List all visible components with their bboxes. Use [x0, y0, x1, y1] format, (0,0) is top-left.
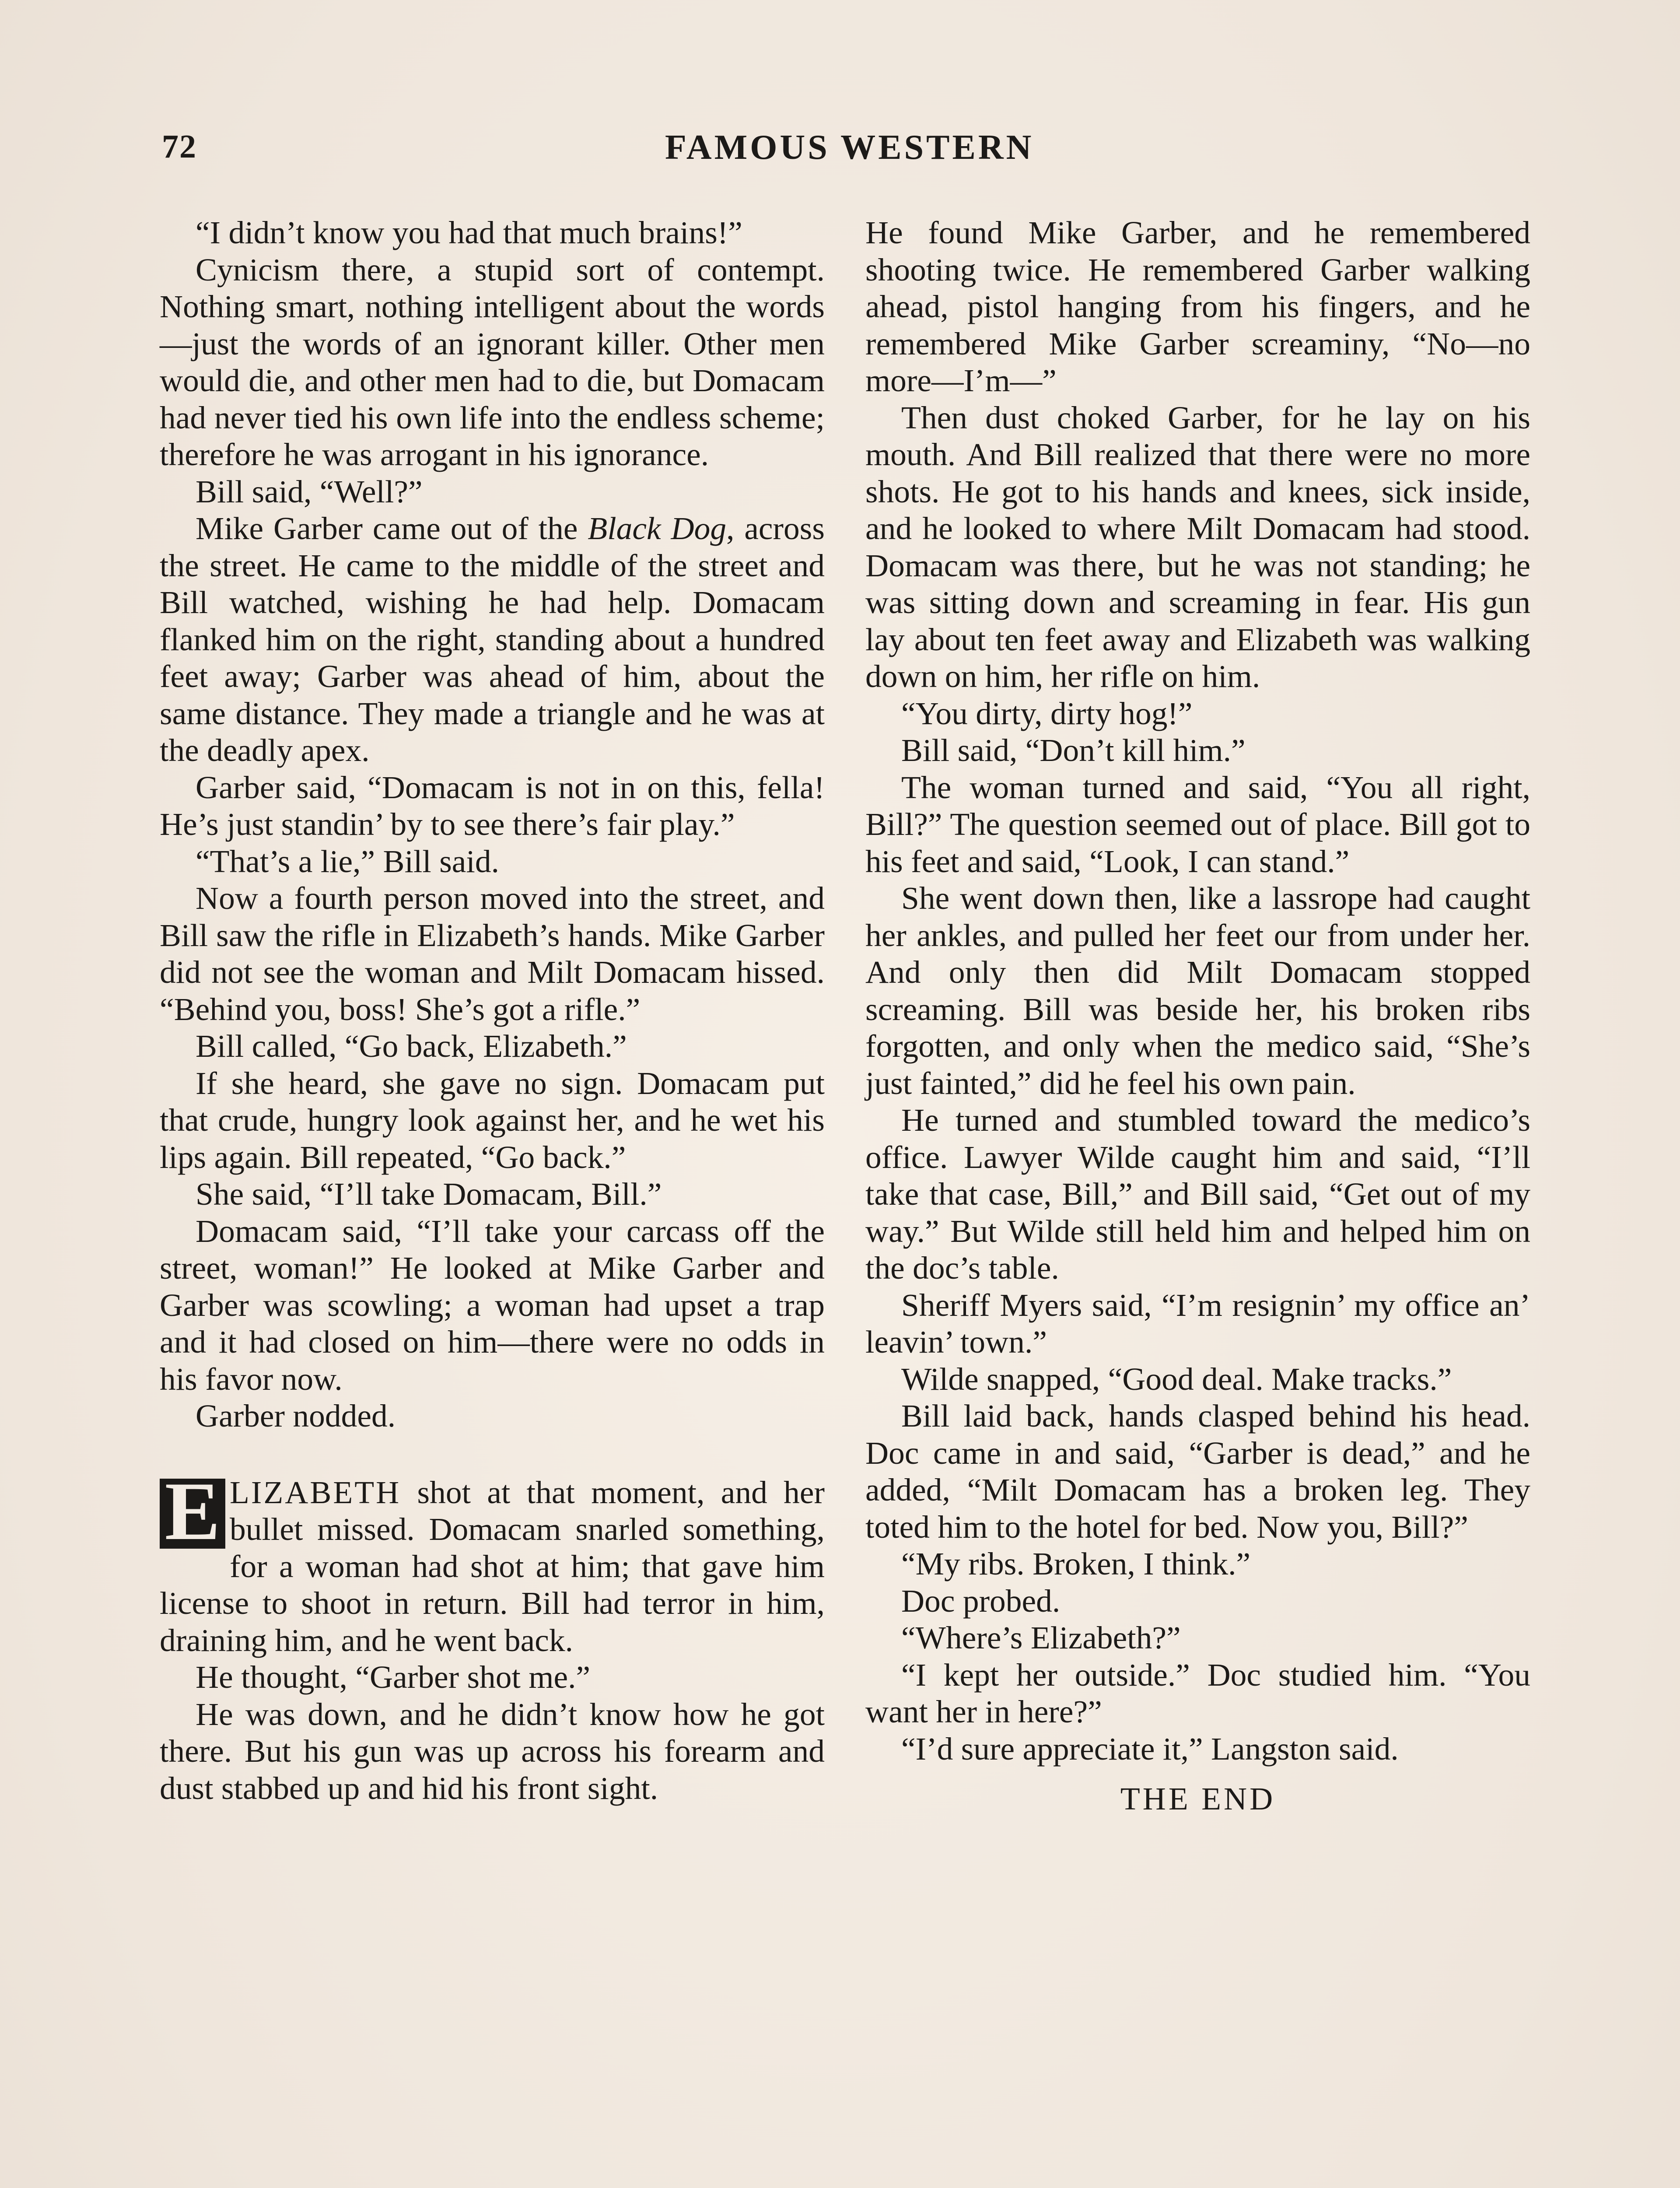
paragraph: Then dust choked Garber, for he lay on his mouth. And Bill realized that there were no more shots. He got to his hands and knees, sick inside, and he looked to where Milt Domacam had stood. Domacam was there, but he was not standing; he was sitting down and screaming in fear. His gun lay about ten feet away and Elizabeth was walking down on him, her rifle on him.	[865, 400, 1530, 694]
paragraph: Sheriff Myers said, “I’m resignin’ my office an’ leavin’ town.”	[865, 1287, 1530, 1360]
right-column	[865, 214, 1530, 1818]
drop-cap-word: LIZABETH	[230, 1474, 401, 1510]
page-number: 72	[162, 128, 197, 165]
paragraph: “My ribs. Broken, I think.”	[901, 1546, 1251, 1581]
the-end: THE END	[1120, 1781, 1276, 1816]
paragraph: Doc probed.	[901, 1583, 1060, 1619]
paragraph: “I kept her outside.” Doc studied him. “You want her in here?”	[865, 1657, 1530, 1729]
paragraph: He found Mike Garber, and he remembered shooting twice. He remembered Garber walking ahead, pistol hanging from his fingers, and he remembered Mike Garber screaminy, “No—no more—I’m—”	[865, 215, 1530, 398]
paragraph: Bill said, “Well?”	[196, 473, 423, 509]
paragraph: If she heard, she gave no sign. Domacam put that crude, hungry look against her, and he wet his lips again. Bill repeated, “Go back.”	[160, 1065, 825, 1175]
paragraph: She said, “I’ll take Domacam, Bill.”	[196, 1176, 662, 1212]
paragraph: “That’s a lie,” Bill said.	[196, 843, 499, 879]
paragraph: Garber said, “Domacam is not in on this, fella! He’s just standin’ by to see there’s fair play.”	[160, 769, 825, 842]
paragraph: “You dirty, dirty hog!”	[901, 695, 1193, 731]
left-column	[160, 214, 825, 1807]
drop-cap-paragraph-text: shot at that moment, and her bullet missed. Domacam snarled something, for a woman had shot at him; that gave him license to shoot in return. Bill had terror in him, draining him, and he went back.	[160, 1474, 825, 1658]
paragraph: He turned and stumbled toward the medico’s office. Lawyer Wilde caught him and said, “I’ll take that case, Bill,” and Bill said, “Get out of my way.” But Wilde still held him and helped him on the doc’s table.	[865, 1102, 1530, 1286]
paragraph: Now a fourth person moved into the street, and Bill saw the rifle in Elizabeth’s hands. Mike Garber did not see the woman and Milt Domacam hissed. “Behind you, boss! She’s got a rifle.”	[160, 880, 825, 1027]
section-break	[160, 1435, 825, 1474]
paragraph: He thought, “Garber shot me.”	[196, 1659, 591, 1695]
paragraph: The woman turned and said, “You all right, Bill?” The question seemed out of place. Bill got to his feet and said, “Look, I can stand.”	[865, 769, 1530, 879]
paragraph: Bill called, “Go back, Elizabeth.”	[196, 1028, 627, 1064]
paragraph: He was down, and he didn’t know how he got there. But his gun was up across his forearm and dust stabbed up and hid his front sight.	[160, 1696, 825, 1806]
paragraph: Bill laid back, hands clasped behind his head. Doc came in and said, “Garber is dead,” and he added, “Milt Domacam has a broken leg. They toted him to the hotel for bed. Now you, Bill?”	[865, 1398, 1530, 1545]
paragraph: Mike Garber came out of the Black Dog, across the street. He came to the middle of the street and Bill watched, wishing he had help. Domacam flanked him on the right, standing about a hundred feet away; Garber was ahead of him, about the same distance. They made a triangle and he was at the deadly apex.	[160, 511, 825, 768]
paragraph: Wilde snapped, “Good deal. Make tracks.”	[901, 1361, 1452, 1397]
saloon-name: Black Dog	[588, 511, 727, 546]
paragraph: Cynicism there, a stupid sort of contempt. Nothing smart, nothing intelligent about the words—just the words of an ignorant killer. Other men would die, and other men had to die, but Domacam had never tied his own life into the endless scheme; therefore he was arrogant in his ignorance.	[160, 252, 825, 472]
paragraph: Bill said, “Don’t kill him.”	[901, 733, 1246, 768]
paragraph: Garber nodded.	[196, 1398, 396, 1434]
paragraph: “Where’s Elizabeth?”	[901, 1620, 1181, 1655]
drop-cap-letter: E	[160, 1479, 225, 1549]
paragraph: She went down then, like a lassrope had caught her ankles, and pulled her feet our from under her. And only then did Milt Domacam stopped screaming. Bill was beside her, his broken ribs forgotten, and only when the medico said, “She’s just fainted,” did he feel his own pain.	[865, 880, 1530, 1101]
paragraph: Domacam said, “I’ll take your carcass off the street, woman!” He looked at Mike Garber and Garber was scowling; a woman had upset a trap and it had closed on him—there were no odds in his favor now.	[160, 1213, 825, 1397]
magazine-title: FAMOUS WESTERN	[665, 128, 1034, 167]
page-header	[162, 128, 1518, 176]
paragraph: “I didn’t know you had that much brains!”	[196, 215, 742, 250]
drop-cap-paragraph	[160, 1465, 825, 1659]
paragraph: “I’d sure appreciate it,” Langston said.	[901, 1731, 1399, 1767]
